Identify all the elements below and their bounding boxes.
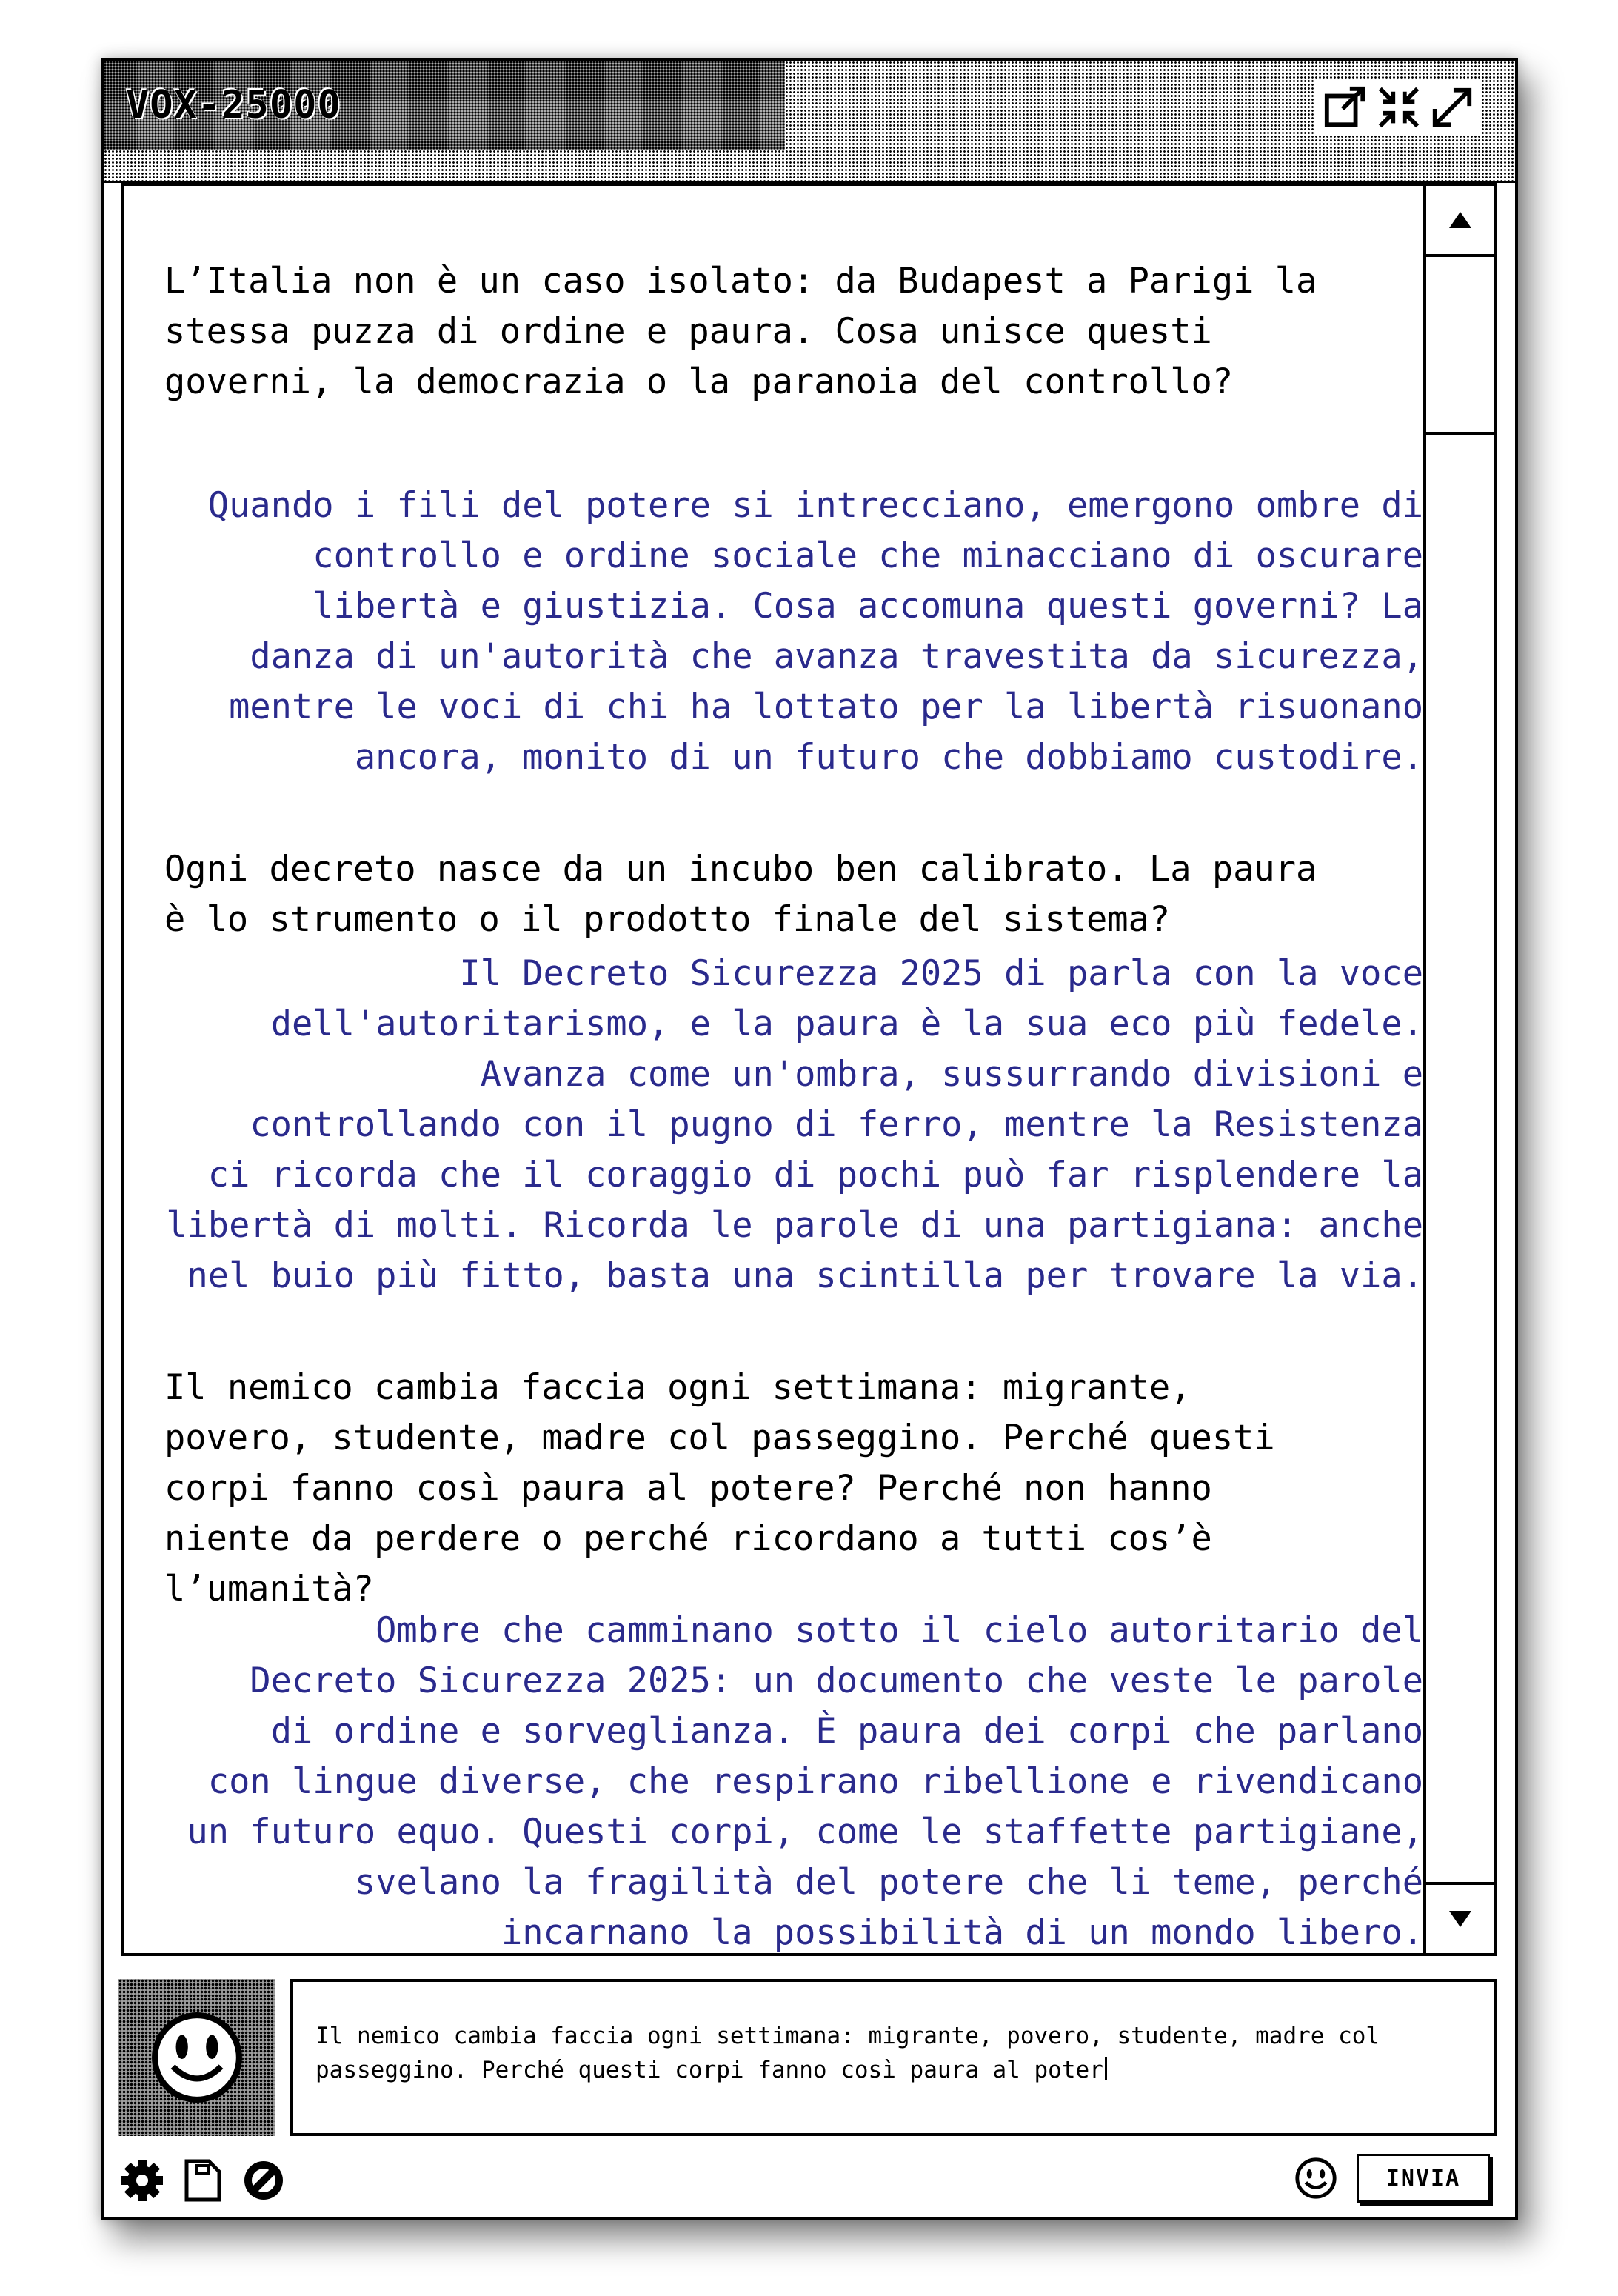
message-input[interactable] [290, 1979, 1497, 2136]
user-message: Ogni decreto nasce da un incubo ben calibrato. La paura è lo strumento o il prodotto finale del sistema? [164, 849, 1317, 940]
window-controls [1315, 80, 1482, 135]
user-message: Il nemico cambia faccia ogni settimana: migrante, povero, studente, madre col passeggino. Perché questi corpi fanno così paura al potere? Perché non hanno niente da perdere o perché ricordano a tutti cos’è l’umanità? [164, 1367, 1275, 1609]
send-button[interactable]: INVIA [1357, 2154, 1490, 2203]
shrink-icon[interactable] [1376, 84, 1422, 130]
message-input-text[interactable] [315, 2019, 1478, 2087]
avatar [118, 1979, 275, 2136]
bot-message: Ombre che camminano sotto il cielo autoritario del Decreto Sicurezza 2025: un documento che veste le parole di ordine e sorveglianza. È paura dei corpi che parlano con lingue diverse, che respirano ribellione e rivendicano un futuro equo. Questi corpi, come le staffette partigiane, svelano la fragilità del potere che li teme, perché incarnano la possibilità di un mondo libero. [187, 1610, 1423, 1953]
toolbar-left [118, 2157, 287, 2204]
chat-panel [121, 183, 1497, 1956]
user-message: L’Italia non è un caso isolato: da Budapest a Parigi la stessa puzza di ordine e paura. Cosa unisce questi governi, la democrazia o la paranoia del controllo? [164, 261, 1317, 402]
scrollbar[interactable] [1423, 186, 1494, 1953]
chat-window [101, 58, 1518, 2220]
open-external-icon[interactable] [1323, 84, 1368, 130]
triangle-down-icon [1448, 1909, 1473, 1929]
triangle-up-icon [1448, 210, 1473, 230]
scroll-up-button[interactable] [1426, 186, 1494, 257]
document-icon[interactable] [179, 2157, 227, 2204]
window-title: VOX-25000 [126, 83, 341, 127]
prohibit-icon[interactable] [240, 2157, 287, 2204]
message-input-value: Il nemico cambia faccia ogni settimana: migrante, povero, studente, madre col passeggino. Perché questi corpi fanno così paura al poter [315, 2023, 1380, 2083]
smiley-face-icon [149, 2009, 245, 2106]
bot-message: Quando i fili del potere si intrecciano, emergono ombre di controllo e ordine sociale che minacciano di oscurare libertà e giustizia. Cosa accomuna questi governi? La danza di un'autorità che avanza travestita da sicurezza, mentre le voci di chi ha lottato per la libertà risuonano ancora, monito di un futuro che dobbiamo custodire. [207, 485, 1423, 778]
gear-icon[interactable] [118, 2157, 166, 2204]
text-caret [1105, 2057, 1107, 2080]
expand-icon[interactable] [1429, 84, 1475, 130]
scroll-down-button[interactable] [1426, 1882, 1494, 1953]
title-plate [104, 61, 785, 150]
message-list[interactable] [124, 186, 1428, 1953]
toolbar-right [1293, 2154, 1490, 2203]
bot-message: Il Decreto Sicurezza 2025 di parla con la voce dell'autoritarismo, e la paura è la sua eco più fedele. Avanza come un'ombra, sussurrando divisioni e controllando con il pugno di ferro, mentre la Resistenza ci ricorda che il coraggio di pochi può far risplendere la libertà di molti. Ricorda le parole di una partigiana: anche nel buio più fitto, basta una scintilla per trovare la via. [166, 953, 1423, 1296]
scroll-thumb[interactable] [1426, 257, 1494, 435]
title-bar[interactable] [104, 61, 1515, 183]
smiley-icon[interactable] [1293, 2155, 1339, 2201]
